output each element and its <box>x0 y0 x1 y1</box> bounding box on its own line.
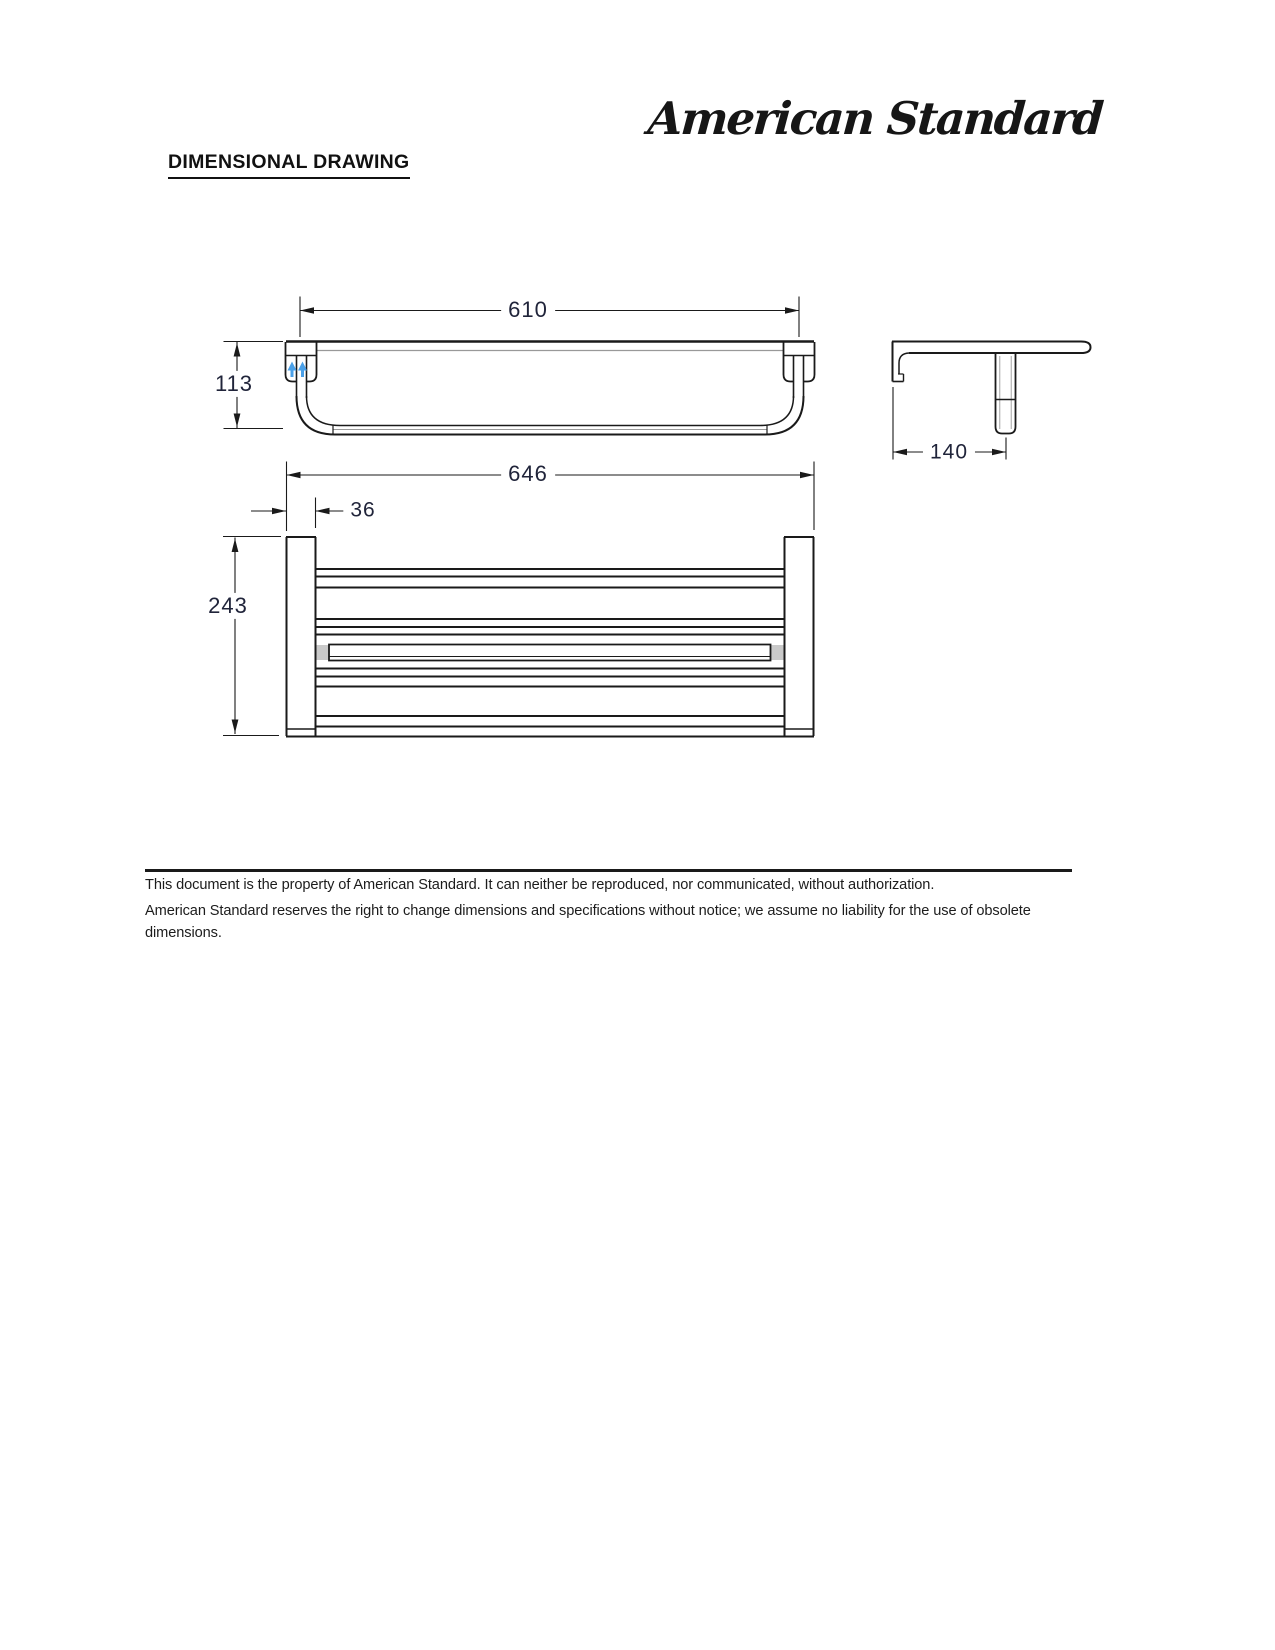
footer-disclaimer: American Standard reserves the right to change dimensions and specifications without notice; we assume no liability for the use of obsolete dimensions. <box>145 903 1031 941</box>
dim-label-113: 113 <box>208 371 260 397</box>
page-title: DIMENSIONAL DRAWING <box>168 151 410 179</box>
brand-logo: American Standard <box>646 92 1104 145</box>
dimension-lines <box>223 297 1006 736</box>
footer-divider <box>145 869 1072 872</box>
footer-property-notice: This document is the property of American Standard. It can neither be reproduced, nor communicated, without authorization. <box>145 877 935 893</box>
dim-label-610: 610 <box>501 297 555 323</box>
dim-label-36: 36 <box>343 497 382 522</box>
dim-label-243: 243 <box>201 593 255 619</box>
thin-gray-lines <box>316 351 1011 430</box>
dim-label-646: 646 <box>501 461 555 487</box>
drawing-lines <box>286 342 1091 737</box>
dim-label-140: 140 <box>923 439 975 464</box>
